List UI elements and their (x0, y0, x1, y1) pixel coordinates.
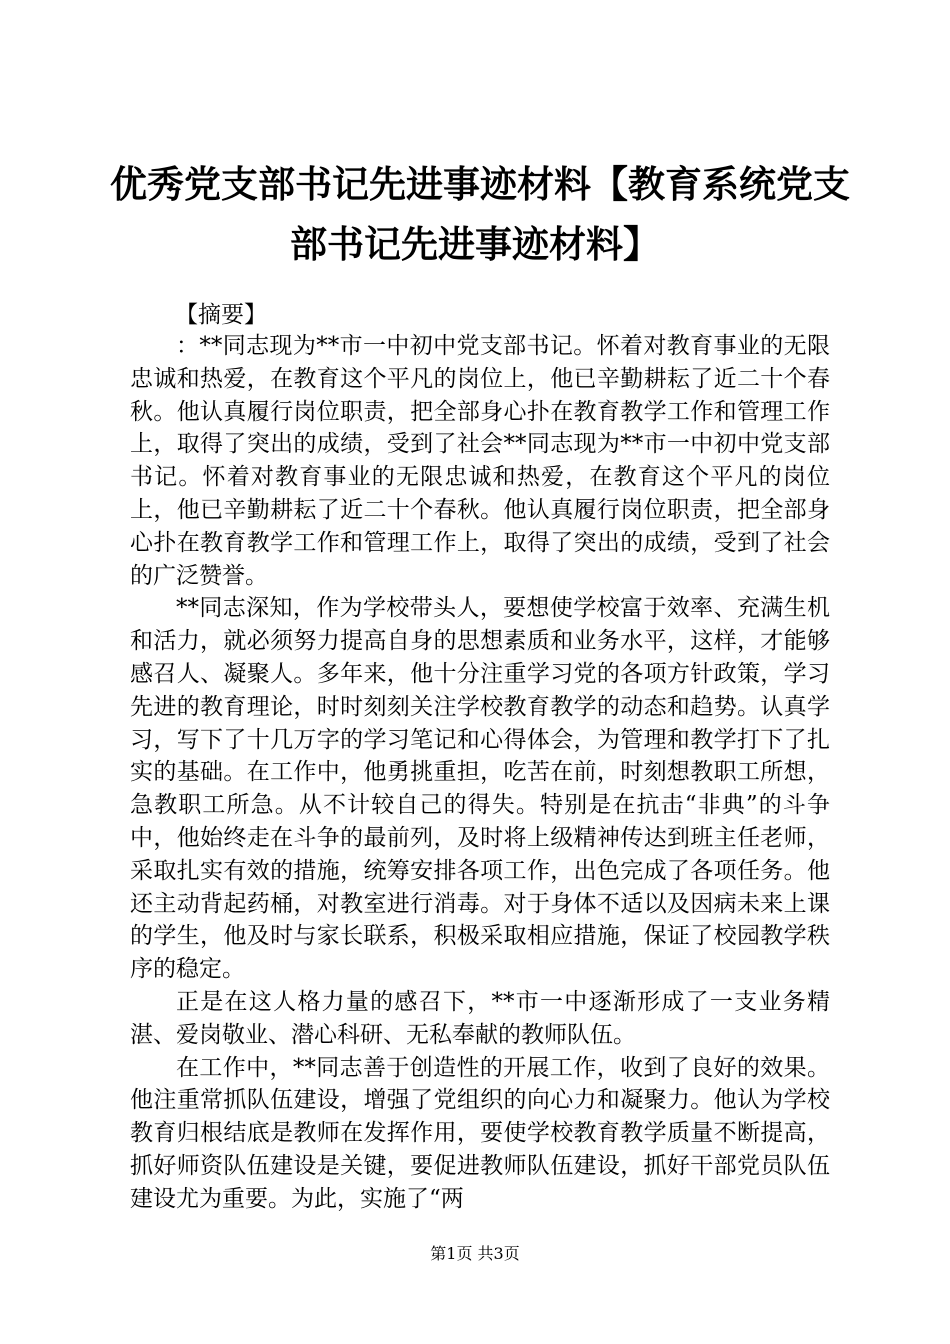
paragraph: ：**同志现为**市一中初中党支部书记。怀着对教育事业的无限忠诚和热爱，在教育这个平凡的岗位上，他已辛勤耕耘了近二十个春秋。他认真履行岗位职责，把全部身心扑在教育教学工作和管理工作上，取得了突出的成绩，受到了社会**同志现为**市一中初中党支部书记。怀着对教育事业的无限忠诚和热爱，在教育这个平凡的岗位上，他已辛勤耕耘了近二十个春秋。他认真履行岗位职责，把全部身心扑在教育教学工作和管理工作上，取得了突出的成绩，受到了社会的广泛赞誉。 (130, 333, 830, 589)
document-title-line-1: 优秀党支部书记先进事迹材料【教育系统党支 (110, 163, 850, 206)
paragraph: 在工作中，**同志善于创造性的开展工作，收到了良好的效果。他注重常抓队伍建设，增强了党组织的向心力和凝聚力。他认为学校教育归根结底是教师在发挥作用，要使学校教育教学质量不断提高，抓好师资队伍建设是关键，要促进教师队伍建设，抓好干部党员队伍建设尤为重要。为此，实施了“两 (130, 1054, 830, 1212)
paragraph: 正是在这人格力量的感召下，**市一中逐渐形成了一支业务精湛、爱岗敬业、潜心科研、无私奉献的教师队伍。 (130, 988, 830, 1048)
document-body (130, 330, 830, 1216)
document-title-line-2: 部书记先进事迹材料】 (290, 223, 660, 266)
page-footer: 第1页 共3页 (430, 1244, 520, 1263)
abstract-label: 【摘要】 (175, 302, 267, 328)
paragraph: **同志深知，作为学校带头人，要想使学校富于效率、充满生机和活力，就必须努力提高自身的思想素质和业务水平，这样，才能够感召人、凝聚人。多年来，他十分注重学习党的各项方针政策，学习先进的教育理论，时时刻刻关注学校教育教学的动态和趋势。认真学习，写下了十几万字的学习笔记和心得体会，为管理和教学打下了扎实的基础。在工作中，他勇挑重担，吃苦在前，时刻想教职工所想，急教职工所急。从不计较自己的得失。特别是在抗击“非典”的斗争中，他始终走在斗争的最前列，及时将上级精神传达到班主任老师，采取扎实有效的措施，统筹安排各项工作，出色完成了各项任务。他还主动背起药桶，对教室进行消毒。对于身体不适以及因病未来上课的学生，他及时与家长联系，积极采取相应措施，保证了校园教学秩序的稳定。 (130, 595, 830, 983)
